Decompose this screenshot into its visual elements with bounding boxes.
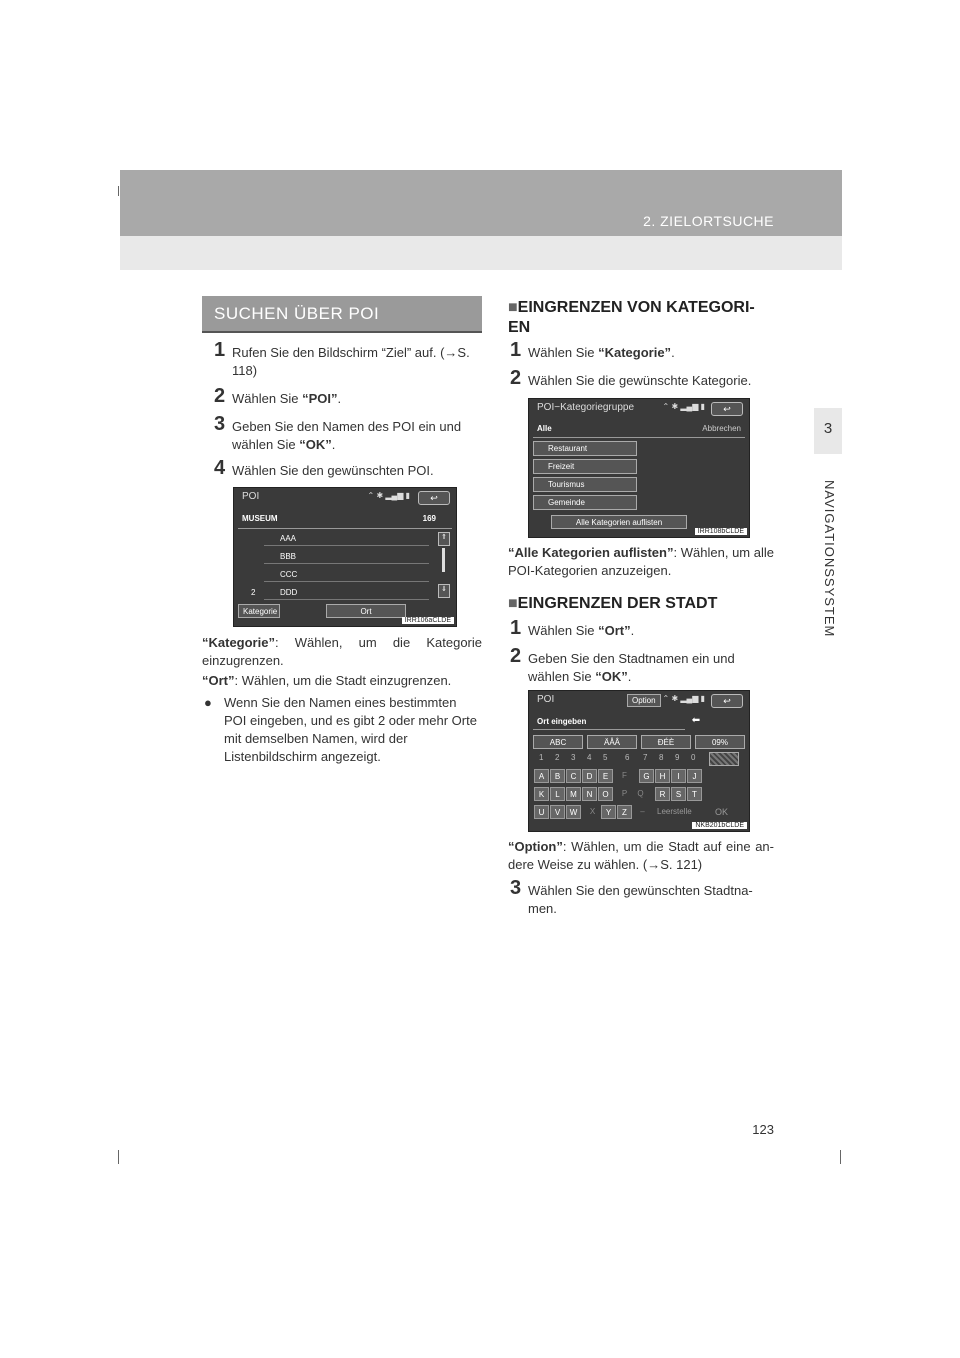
backspace-icon[interactable]: ⬅ bbox=[691, 715, 701, 726]
digit-key[interactable]: 5 bbox=[603, 753, 608, 762]
step-text: Wählen Sie “POI”. bbox=[232, 391, 342, 406]
status-icons: ⌃ ✱ ▂▄▆ ▮ bbox=[367, 491, 410, 500]
section-heading: SUCHEN ÜBER POI bbox=[202, 296, 482, 332]
key[interactable]: S bbox=[671, 787, 686, 801]
section-title: 2. ZIELORTSUCHE bbox=[643, 213, 774, 229]
step-number: 1 bbox=[510, 339, 522, 361]
digit-key[interactable]: 2 bbox=[555, 753, 560, 762]
key[interactable]: R bbox=[655, 787, 670, 801]
step-number: 2 bbox=[510, 645, 522, 667]
key[interactable]: N bbox=[582, 787, 597, 801]
category-group-screenshot bbox=[528, 398, 750, 538]
step-text: Wählen Sie den gewünschten POI. bbox=[232, 463, 434, 478]
key[interactable]: B bbox=[550, 769, 565, 783]
step-2 bbox=[510, 645, 774, 686]
key[interactable]: P bbox=[621, 789, 628, 798]
category-item-restaurant[interactable]: Restaurant bbox=[533, 441, 637, 456]
category-description: “Kategorie”: Wählen, um die Kategorie einzugrenzen. bbox=[202, 635, 482, 668]
status-icons: ⌃ ✱ ▂▄▆ ▮ bbox=[662, 694, 705, 703]
digit-key[interactable]: 1 bbox=[539, 753, 544, 762]
step-4 bbox=[214, 457, 480, 480]
digit-key[interactable]: 8 bbox=[659, 753, 664, 762]
crop-mark bbox=[118, 186, 119, 196]
category-item-freizeit[interactable]: Freizeit bbox=[533, 459, 637, 474]
image-code: NKB201bCLDE bbox=[692, 822, 747, 829]
key[interactable]: D bbox=[582, 769, 597, 783]
key[interactable]: V bbox=[550, 805, 565, 819]
search-field[interactable] bbox=[238, 514, 452, 529]
scrollbar[interactable] bbox=[442, 548, 445, 572]
option-description: “Option”: Wählen, um die Stadt auf eine an-dere Weise zu wählen. (→S. 121) bbox=[508, 839, 774, 872]
city-button[interactable]: Ort bbox=[326, 604, 406, 618]
list-item[interactable]: AAA bbox=[264, 532, 429, 546]
category-button[interactable]: Kategorie bbox=[238, 604, 280, 618]
digit-key[interactable]: 9 bbox=[675, 753, 680, 762]
heading-rule bbox=[202, 331, 482, 333]
ok-button[interactable]: OK bbox=[715, 807, 729, 817]
step-text: Rufen Sie den Bildschirm “Ziel” auf. (→S. 118) bbox=[232, 345, 470, 378]
key[interactable]: O bbox=[598, 787, 613, 801]
list-item[interactable]: DDD bbox=[264, 586, 429, 600]
chapter-number: 3 bbox=[823, 420, 833, 437]
space-key[interactable]: Leerstelle bbox=[657, 807, 692, 816]
search-text: MUSEUM bbox=[242, 514, 278, 523]
key[interactable]: I bbox=[671, 769, 686, 783]
tab-accented-e[interactable]: ÐÉÈ bbox=[641, 735, 691, 749]
key[interactable]: J bbox=[687, 769, 702, 783]
key[interactable]: – bbox=[640, 807, 645, 816]
step-text: Geben Sie den Stadtnamen ein und wählen Sie “OK”. bbox=[528, 651, 735, 684]
city-input-screenshot bbox=[528, 690, 750, 832]
list-item[interactable]: CCC bbox=[264, 568, 429, 582]
key[interactable]: E bbox=[598, 769, 613, 783]
list-all-categories-button[interactable]: Alle Kategorien auflisten bbox=[551, 515, 687, 529]
poi-list-screenshot bbox=[233, 487, 457, 627]
status-icons: ⌃ ✱ ▂▄▆ ▮ bbox=[662, 402, 705, 411]
step-1 bbox=[214, 339, 480, 380]
key[interactable]: F bbox=[622, 771, 627, 780]
key[interactable]: L bbox=[550, 787, 565, 801]
crop-mark bbox=[840, 1150, 841, 1164]
step-3 bbox=[214, 413, 480, 454]
tab-accented-a[interactable]: ÄÅÂ bbox=[587, 735, 637, 749]
step-number: 2 bbox=[510, 367, 522, 389]
key[interactable]: M bbox=[566, 787, 581, 801]
step-text: Wählen Sie die gewünschte Kategorie. bbox=[528, 373, 752, 388]
back-button[interactable]: ↩ bbox=[711, 694, 743, 708]
key[interactable]: Y bbox=[601, 805, 616, 819]
step-3 bbox=[510, 877, 774, 918]
category-item-gemeinde[interactable]: Gemeinde bbox=[533, 495, 637, 510]
distance-label: 2 bbox=[251, 588, 256, 597]
step-number: 3 bbox=[510, 877, 522, 899]
option-button[interactable]: Option bbox=[627, 694, 661, 707]
step-number: 1 bbox=[510, 617, 522, 639]
square-bullet-icon: ■ bbox=[508, 595, 518, 612]
digit-key[interactable]: 0 bbox=[691, 753, 696, 762]
screen-title: POI bbox=[537, 694, 555, 705]
subheading-city: ■EINGRENZEN DER STADT bbox=[508, 595, 718, 612]
keyboard-layout-icon[interactable] bbox=[709, 752, 739, 766]
key[interactable]: Q bbox=[637, 789, 644, 798]
key[interactable]: G bbox=[639, 769, 654, 783]
key[interactable]: C bbox=[566, 769, 581, 783]
bullet-text: Wenn Sie den Namen eines bestimmten POI eingeben, und es gibt 2 oder mehr Orte mit demselben Namen, wird der Listenbildschirm angezeigt. bbox=[224, 695, 477, 764]
key[interactable]: K bbox=[534, 787, 549, 801]
step-text: Wählen Sie den gewünschten Stadtna-men. bbox=[528, 883, 753, 916]
scroll-down-button[interactable]: ⇓ bbox=[438, 584, 450, 598]
step-text: Wählen Sie “Kategorie”. bbox=[528, 345, 675, 360]
digit-key[interactable]: 3 bbox=[571, 753, 576, 762]
result-count: 169 bbox=[422, 514, 436, 523]
step-number: 4 bbox=[214, 457, 226, 479]
square-bullet-icon: ■ bbox=[508, 299, 518, 316]
digit-key[interactable]: 7 bbox=[643, 753, 648, 762]
image-code: IRR106aCLDE bbox=[402, 617, 454, 624]
step-1 bbox=[510, 339, 774, 362]
city-description: “Ort”: Wählen, um die Stadt einzugrenzen. bbox=[202, 673, 452, 688]
step-text: Geben Sie den Namen des POI ein und wählen Sie “OK”. bbox=[232, 419, 462, 452]
list-all-description: “Alle Kategorien auflisten”: Wählen, um alle POI-Kategorien anzuzeigen. bbox=[508, 545, 775, 578]
key[interactable]: U bbox=[534, 805, 549, 819]
tab-abc[interactable]: ABC bbox=[533, 735, 583, 749]
list-item[interactable]: BBB bbox=[264, 550, 429, 564]
scroll-up-button[interactable]: ⇑ bbox=[438, 532, 450, 546]
step-number: 1 bbox=[214, 339, 226, 361]
category-item-tourismus[interactable]: Tourismus bbox=[533, 477, 637, 492]
step-number: 3 bbox=[214, 413, 226, 435]
crop-mark bbox=[118, 1150, 119, 1164]
back-button[interactable]: ↩ bbox=[711, 402, 743, 416]
cancel-button[interactable]: Abbrechen bbox=[702, 424, 741, 433]
key[interactable]: T bbox=[687, 787, 702, 801]
note-bullet bbox=[202, 694, 482, 766]
screen-title: POI bbox=[242, 491, 260, 502]
chapter-side-text: NAVIGATIONSSYSTEM bbox=[822, 480, 837, 638]
step-text: Wählen Sie “Ort”. bbox=[528, 623, 635, 638]
key[interactable]: H bbox=[655, 769, 670, 783]
back-button[interactable]: ↩ bbox=[418, 491, 450, 505]
bullet-icon: ● bbox=[204, 695, 212, 710]
subheading-categories: ■EINGRENZEN VON KATEGORI-EN bbox=[508, 299, 755, 336]
key[interactable]: A bbox=[534, 769, 549, 783]
digit-key[interactable]: 4 bbox=[587, 753, 592, 762]
image-code: IRR108bCLDE bbox=[695, 528, 747, 535]
digit-key[interactable]: 6 bbox=[625, 753, 630, 762]
all-label: Alle bbox=[537, 424, 552, 433]
city-input[interactable]: Ort eingeben bbox=[533, 715, 685, 730]
step-number: 2 bbox=[214, 385, 226, 407]
key[interactable]: X bbox=[589, 807, 596, 816]
step-2 bbox=[510, 367, 774, 390]
page-number: 123 bbox=[752, 1122, 774, 1137]
step-2 bbox=[214, 385, 480, 408]
category-field[interactable] bbox=[533, 423, 745, 438]
chapter-side-label bbox=[822, 480, 837, 638]
key[interactable]: Z bbox=[617, 805, 632, 819]
screen-title: POI−Kategoriegruppe bbox=[537, 402, 635, 413]
step-1 bbox=[510, 617, 774, 640]
key[interactable]: W bbox=[566, 805, 581, 819]
tab-symbols[interactable]: 09% bbox=[695, 735, 745, 749]
